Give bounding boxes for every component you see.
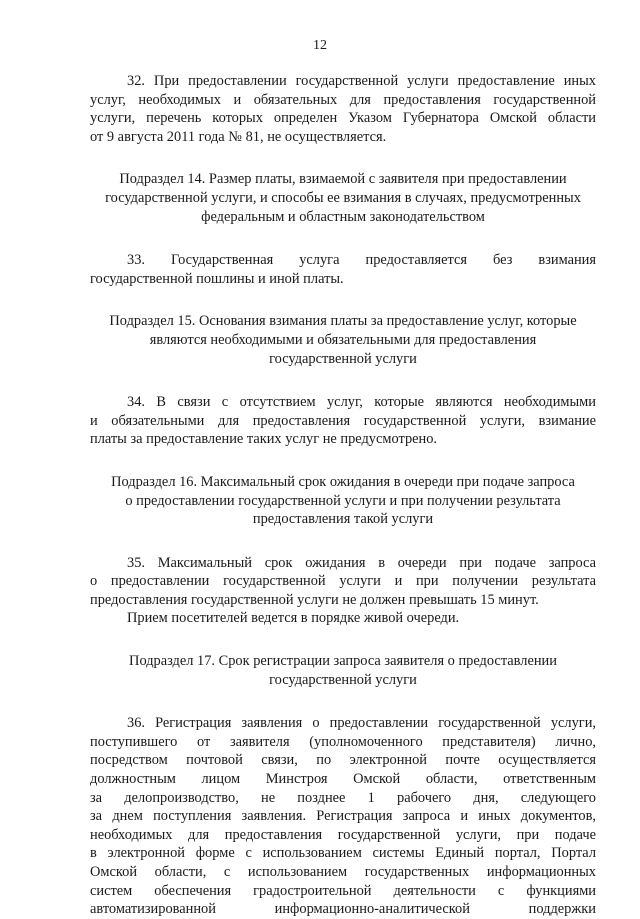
text-line: услуги, перечень которых определен Указом Губернатора Омской области: [90, 110, 596, 127]
heading-line: Подраздел 15. Основания взимания платы за предоставление услуг, которые: [109, 313, 577, 330]
text-line: 33. Государственная услуга предоставляется без взимания: [127, 252, 596, 269]
text-line: и обязательными для предоставления государственной услуги, взимание: [90, 412, 596, 429]
text-line: за делопроизводство, не позднее 1 рабочего дня, следующего: [90, 789, 596, 806]
text-line: услуг, необходимых и обязательных для предоставления государственной: [90, 91, 596, 108]
heading-line: предоставления такой услуги: [252, 511, 434, 528]
page-number: 12: [313, 38, 327, 53]
text-line: систем обеспечения градостроительной деятельности с функциями: [90, 882, 596, 899]
text-line: от 9 августа 2011 года № 81, не осуществляется.: [90, 128, 387, 145]
heading-line: Подраздел 14. Размер платы, взимаемой с заявителя при предоставлении: [119, 171, 567, 188]
heading-line: Подраздел 16. Максимальный срок ожидания в очереди при подаче запроса: [111, 473, 575, 490]
text-line: за днем поступления заявления. Регистрация запроса и иных документов,: [90, 808, 596, 825]
paragraph-33: [90, 251, 596, 288]
text-line: 32. При предоставлении государственной услуги предоставление иных: [127, 73, 596, 89]
text-line: поступившего от заявителя (уполномоченного представителя) лично,: [90, 733, 596, 750]
text-line: посредством почтовой связи, по электронной почте осуществляется: [90, 752, 596, 769]
subsection-14-heading: [90, 170, 596, 226]
text-line: о предоставлении государственной услуги и при получении результата: [90, 573, 596, 590]
text-line: государственной пошлины и иной платы.: [90, 270, 344, 287]
text-line: 34. В связи с отсутствием услуг, которые являются необходимыми: [127, 394, 596, 411]
subsection-16-heading: [90, 473, 596, 529]
heading-line: государственной услуги, и способы ее взимания в случаях, предусмотренных: [105, 189, 581, 206]
paragraph-32: [90, 72, 596, 146]
subsection-17-heading: [90, 652, 596, 689]
paragraph-36: [90, 714, 596, 919]
text-line: платы за предоставление таких услуг не предусмотрено.: [90, 431, 438, 448]
heading-line: государственной услуги: [269, 350, 417, 367]
text-line: необходимых для предоставления государственной услуги, при подаче: [90, 826, 596, 843]
text-line: предоставления государственной услуги не должен превышать 15 минут.: [90, 591, 539, 608]
text-line: в электронной форме с использованием системы Единый портал, Портал: [90, 845, 596, 862]
document-body: [90, 72, 596, 919]
text-line: Прием посетителей ведется в порядке живой очереди.: [127, 610, 460, 627]
text-line: должностным лицом Минстроя Омской области, ответственным: [90, 771, 596, 788]
paragraph-34: [90, 393, 596, 449]
paragraph-35: [90, 554, 596, 628]
heading-line: о предоставлении государственной услуги и при получении результата: [125, 492, 561, 509]
heading-line: государственной услуги: [269, 671, 417, 688]
text-line: автоматизированной информационно-аналитической поддержки: [90, 901, 596, 918]
text-line: 35. Максимальный срок ожидания в очереди при подаче запроса: [127, 554, 596, 571]
subsection-15-heading: [90, 312, 596, 368]
heading-line: федеральным и областным законодательством: [201, 208, 485, 225]
text-line: 36. Регистрация заявления о предоставлении государственной услуги,: [127, 715, 596, 732]
text-line: Омской области, с использованием государственных информационных: [90, 864, 596, 880]
heading-line: являются необходимыми и обязательными для предоставления: [149, 331, 537, 348]
heading-line: Подраздел 17. Срок регистрации запроса заявителя о предоставлении: [129, 653, 557, 670]
